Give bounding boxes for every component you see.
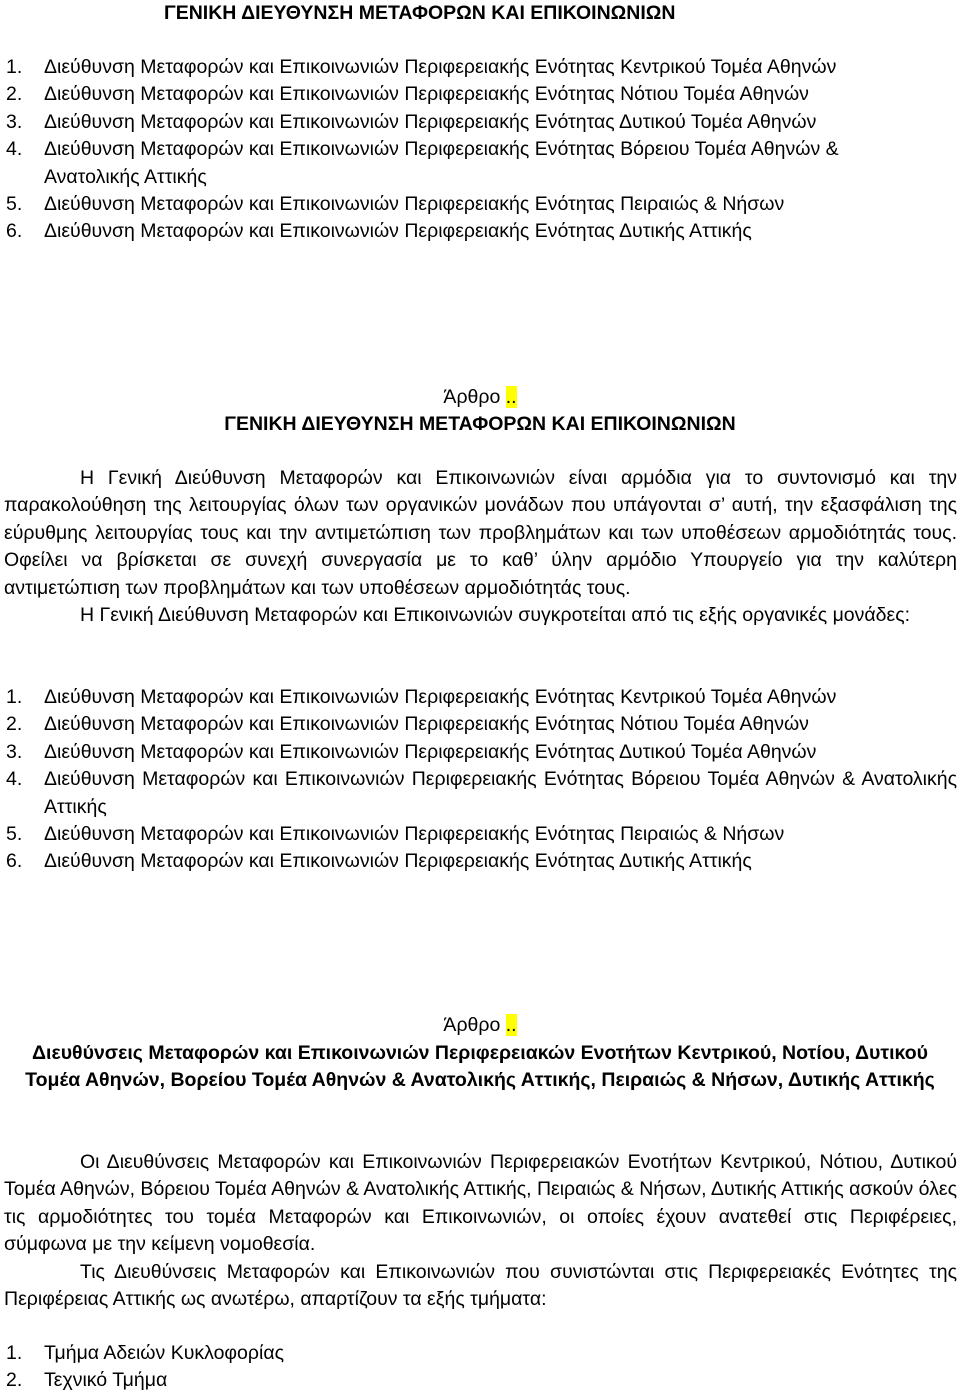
top-heading: ΓΕΝΙΚΗ ΔΙΕΥΘΥΝΣΗ ΜΕΤΑΦΟΡΩΝ ΚΑΙ ΕΠΙΚΟΙΝΩΝΙΩΝ — [164, 2, 676, 24]
list-item-text: Διεύθυνση Μεταφορών και Επικοινωνιών Περιφερειακής Ενότητας Δυτικής Αττικής — [44, 850, 752, 873]
article-2-paragraph-1: Οι Διευθύνσεις Μεταφορών και Επικοινωνιών Περιφερειακών Ενοτήτων Κεντρικού, Νότιου, Δυτικού Τομέα Αθηνών, Βόρειου Τομέα Αθηνών & Ανατολικής Αττικής, Πειραιώς & Νήσων, Δυτικής Αττικής ασκούν όλες τις αρμοδιότητες του τομέα Μεταφορών και Επικοινωνιών, οι οποίες έχουν ανατεθεί στις Περιφέρειες, σύμφωνα με την κείμενη νομοθεσία. — [4, 1151, 957, 1256]
list-item — [0, 821, 957, 848]
list-item — [0, 1367, 957, 1394]
article-1-title: ΓΕΝΙΚΗ ΔΙΕΥΘΥΝΣΗ ΜΕΤΑΦΟΡΩΝ ΚΑΙ ΕΠΙΚΟΙΝΩΝΙΩΝ — [224, 413, 736, 435]
list-item-text: Διεύθυνση Μεταφορών και Επικοινωνιών Περιφερειακής Ενότητας Πειραιώς & Νήσων — [44, 193, 785, 216]
list-number: 1. — [6, 1342, 23, 1364]
article-label-text: Άρθρο — [443, 1014, 506, 1036]
article-1-paragraph-2: Η Γενική Διεύθυνση Μεταφορών και Επικοινωνιών συγκροτείται από τις εξής οργανικές μονάδες: — [80, 604, 911, 627]
article-2-list — [0, 1340, 957, 1395]
list-item — [0, 766, 957, 821]
article-1-list — [0, 684, 957, 876]
top-list — [0, 54, 960, 246]
list-item — [0, 81, 960, 108]
list-item-text: Διεύθυνση Μεταφορών και Επικοινωνιών Περιφερειακής Ενότητας Κεντρικού Τομέα Αθηνών — [44, 56, 837, 78]
list-item-text: Τμήμα Αδειών Κυκλοφορίας — [44, 1342, 284, 1364]
article-2-paragraph-2: Τις Διευθύνσεις Μεταφορών και Επικοινωνιών που συνιστώνται στις Περιφερειακές Ενότητες της Περιφέρειας Αττικής ως ανωτέρω, απαρτίζουν τα εξής τμήματα: — [4, 1260, 957, 1311]
list-item-text: Διεύθυνση Μεταφορών και Επικοινωνιών Περιφερειακής Ενότητας Δυτικού Τομέα Αθηνών — [44, 110, 817, 133]
list-item-text: Διεύθυνση Μεταφορών και Επικοινωνιών Περιφερειακής Ενότητας Βόρειου Τομέα Αθηνών & Ανατολικής Αττικής — [44, 138, 839, 188]
list-number: 4. — [6, 138, 23, 161]
article-2-label — [0, 1012, 960, 1039]
list-item-text: Διεύθυνση Μεταφορών και Επικοινωνιών Περιφερειακής Ενότητας Πειραιώς & Νήσων — [44, 823, 785, 846]
list-number: 2. — [6, 1369, 23, 1392]
article-label-text: Άρθρο — [443, 386, 506, 408]
list-item — [0, 848, 957, 875]
list-number: 1. — [6, 686, 23, 708]
list-number: 1. — [6, 56, 23, 78]
list-item-text: Διεύθυνση Μεταφορών και Επικοινωνιών Περιφερειακής Ενότητας Δυτικού Τομέα Αθηνών — [44, 740, 817, 763]
list-number: 6. — [6, 220, 23, 243]
list-item-text: Διεύθυνση Μεταφορών και Επικοινωνιών Περιφερειακής Ενότητας Κεντρικού Τομέα Αθηνών — [44, 686, 837, 708]
list-item — [0, 711, 957, 738]
list-item — [0, 109, 960, 136]
list-item — [0, 218, 960, 245]
article-number-placeholder: .. — [505, 1014, 517, 1036]
article-2-title: Διευθύνσεις Μεταφορών και Επικοινωνιών Περιφερειακών Ενοτήτων Κεντρικού, Νοτίου, Δυτικού Τομέα Αθηνών, Βορείου Τομέα Αθηνών & Ανατολικής Αττικής, Πειραιώς & Νήσων, Δυτικής Αττικής — [25, 1042, 935, 1092]
list-number: 5. — [6, 193, 23, 216]
list-item-text: Διεύθυνση Μεταφορών και Επικοινωνιών Περιφερειακής Ενότητας Βόρειου Τομέα Αθηνών & Ανατολικής Αττικής — [44, 768, 957, 818]
list-item — [0, 191, 960, 218]
article-1-paragraph-1: Η Γενική Διεύθυνση Μεταφορών και Επικοινωνιών είναι αρμόδια για το συντονισμό και την παρακολούθηση της λειτουργίας όλων των οργανικών μονάδων που υπάγονται σ’ αυτή, την εξασφάλιση της εύρυθμης λειτουργίας τους και την αντιμετώπιση των προβλημάτων και των υποθέσεων αρμοδιότητάς τους. Οφείλει να βρίσκεται σε συνεχή συνεργασία με το καθ’ ύλην αρμόδιο Υπουργείο για την καλύτερη αντιμετώπιση των προβλημάτων και των υποθέσεων αρμοδιότητάς τους. — [4, 467, 957, 599]
list-number: 2. — [6, 713, 23, 736]
list-number: 2. — [6, 83, 23, 106]
list-item-text: Διεύθυνση Μεταφορών και Επικοινωνιών Περιφερειακής Ενότητας Νότιου Τομέα Αθηνών — [44, 713, 809, 736]
list-item-text: Τεχνικό Τμήμα — [44, 1369, 168, 1392]
list-item — [0, 54, 960, 81]
article-2-body — [4, 1149, 957, 1313]
list-item — [0, 1340, 957, 1367]
list-item — [0, 136, 960, 191]
list-number: 6. — [6, 850, 23, 873]
list-number: 3. — [6, 740, 23, 763]
article-1-label — [0, 384, 960, 411]
list-number: 5. — [6, 823, 23, 846]
article-number-placeholder: .. — [505, 386, 517, 408]
list-item-text: Διεύθυνση Μεταφορών και Επικοινωνιών Περιφερειακής Ενότητας Δυτικής Αττικής — [44, 220, 752, 243]
article-1-body — [4, 465, 957, 629]
list-item — [0, 684, 957, 711]
list-item-text: Διεύθυνση Μεταφορών και Επικοινωνιών Περιφερειακής Ενότητας Νότιου Τομέα Αθηνών — [44, 83, 809, 106]
list-number: 3. — [6, 110, 23, 133]
list-item — [0, 739, 957, 766]
list-number: 4. — [6, 768, 23, 791]
